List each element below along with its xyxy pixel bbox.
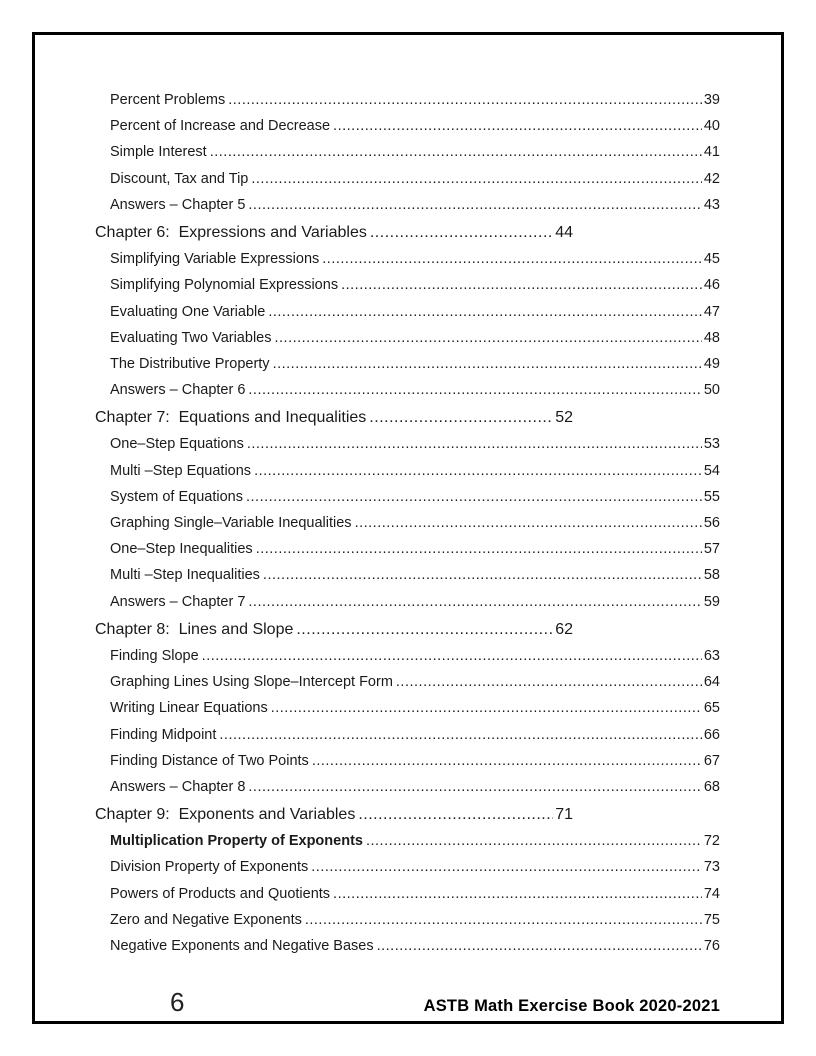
- toc-entry-page-number: 59: [703, 593, 720, 610]
- toc-entry-page-number: 54: [703, 462, 720, 479]
- toc-entry: [95, 431, 720, 457]
- toc-entry-page-number: 43: [703, 196, 720, 213]
- page-number: 6: [170, 987, 185, 1017]
- toc-entry-label: Chapter 7: Equations and Inequalities: [95, 409, 367, 427]
- toc-entry: [95, 220, 573, 246]
- toc-entry-label: Powers of Products and Quotients: [110, 885, 331, 902]
- toc-entry-label: Multiplication Property of Exponents: [110, 833, 363, 850]
- toc-entry: [95, 458, 720, 484]
- toc-entry-page-number: 64: [703, 674, 720, 691]
- toc-entry-label: One–Step Inequalities: [110, 541, 253, 558]
- toc-entry-page-number: 41: [703, 144, 720, 161]
- toc-entry-label: Negative Exponents and Negative Bases: [110, 938, 374, 954]
- toc-entry-page-number: 49: [703, 355, 720, 372]
- toc-leader-dots: [248, 774, 701, 800]
- toc-entry: [95, 139, 720, 165]
- toc-entry-label: System of Equations: [110, 488, 243, 505]
- toc-entry: [95, 695, 720, 721]
- toc-entry: [95, 510, 720, 536]
- toc-entry-page-number: 46: [703, 277, 720, 294]
- toc-entry-label: Percent Problems: [110, 92, 226, 108]
- book-title: ASTB Math Exercise Book 2020-2021: [423, 997, 720, 1015]
- toc-entry-page-number: 47: [703, 303, 720, 320]
- toc-leader-dots: [333, 113, 702, 139]
- toc-entry-label: Chapter 9: Exponents and Variables: [95, 806, 356, 824]
- toc-leader-dots: [248, 192, 701, 218]
- toc-entry: [95, 854, 720, 880]
- toc-leader-dots: [251, 166, 701, 192]
- toc-leader-dots: [254, 458, 702, 484]
- toc-entry: [95, 907, 720, 933]
- toc-entry-label: Answers – Chapter 7: [110, 593, 246, 610]
- page-footer: [95, 987, 720, 1018]
- toc-leader-dots: [228, 87, 702, 113]
- toc-entry: [95, 617, 573, 643]
- toc-leader-dots: [312, 748, 702, 774]
- toc-leader-dots: [273, 351, 702, 377]
- toc-entry: [95, 748, 720, 774]
- toc-entry-page-number: 68: [703, 778, 720, 795]
- toc-entry-page-number: 48: [703, 329, 720, 346]
- toc-entry-label: Chapter 8: Lines and Slope: [95, 620, 294, 638]
- toc-leader-dots: [366, 828, 702, 854]
- toc-entry-page-number: 42: [703, 170, 720, 187]
- toc-entry-label: Writing Linear Equations: [110, 700, 268, 717]
- toc-entry-page-number: 71: [555, 806, 573, 824]
- toc-entry-page-number: 66: [703, 726, 720, 743]
- toc-entry: [95, 377, 720, 403]
- toc-entry: [95, 536, 720, 562]
- toc-leader-dots: [377, 933, 702, 959]
- toc-entry-page-number: 67: [703, 752, 720, 769]
- toc-leader-dots: [296, 617, 553, 643]
- toc-entry-label: Graphing Single–Variable Inequalities: [110, 515, 352, 531]
- toc-entry-label: Discount, Tax and Tip: [110, 170, 249, 187]
- toc-leader-dots: [268, 299, 702, 325]
- toc-leader-dots: [358, 802, 553, 828]
- toc-entry: [95, 113, 720, 139]
- toc-leader-dots: [333, 881, 702, 907]
- toc-entry-page-number: 56: [703, 515, 720, 531]
- toc-entry: [95, 589, 720, 615]
- toc-entry: [95, 87, 720, 113]
- toc-leader-dots: [274, 325, 701, 351]
- toc-leader-dots: [263, 562, 702, 588]
- toc-leader-dots: [219, 722, 701, 748]
- document-page: [32, 32, 784, 1024]
- toc-entry-label: Finding Slope: [110, 647, 199, 664]
- toc-leader-dots: [355, 510, 702, 536]
- toc-leader-dots: [370, 220, 553, 246]
- toc-entry-label: Multi –Step Inequalities: [110, 567, 260, 584]
- toc-entry-label: Simplifying Polynomial Expressions: [110, 277, 339, 294]
- toc-leader-dots: [202, 643, 702, 669]
- toc-entry: [95, 881, 720, 907]
- toc-entry-label: Division Property of Exponents: [110, 859, 309, 876]
- toc-leader-dots: [322, 246, 702, 272]
- toc-entry-page-number: 63: [703, 647, 720, 664]
- toc-entry-label: Zero and Negative Exponents: [110, 911, 302, 928]
- toc-entry-label: Answers – Chapter 8: [110, 778, 246, 795]
- toc-entry-page-number: 53: [703, 436, 720, 453]
- toc-entry-page-number: 73: [703, 859, 720, 876]
- toc-leader-dots: [210, 139, 702, 165]
- toc-entry: [95, 802, 573, 828]
- toc-entry-label: One–Step Equations: [110, 436, 244, 453]
- toc-entry-page-number: 72: [703, 833, 720, 850]
- toc-leader-dots: [248, 377, 701, 403]
- toc-entry-page-number: 62: [555, 620, 573, 638]
- toc-entry: [95, 722, 720, 748]
- toc-leader-dots: [396, 669, 702, 695]
- toc-entry-page-number: 76: [703, 938, 720, 954]
- toc-entry-page-number: 65: [703, 700, 720, 717]
- toc-entry-page-number: 50: [703, 382, 720, 399]
- toc-leader-dots: [369, 405, 553, 431]
- toc-entry-label: Simplifying Variable Expressions: [110, 251, 320, 268]
- toc-entry-page-number: 58: [703, 567, 720, 584]
- toc-entry-label: Evaluating Two Variables: [110, 329, 272, 346]
- toc-entry: [95, 669, 720, 695]
- toc-entry-page-number: 57: [703, 541, 720, 558]
- toc-entry: [95, 246, 720, 272]
- toc-entry: [95, 484, 720, 510]
- toc-entry-page-number: 75: [703, 911, 720, 928]
- toc-entry-page-number: 74: [703, 885, 720, 902]
- toc-leader-dots: [256, 536, 702, 562]
- toc-entry-page-number: 55: [703, 488, 720, 505]
- toc-entry-label: Multi –Step Equations: [110, 462, 252, 479]
- toc-entry: [95, 562, 720, 588]
- toc-entry-label: Chapter 6: Expressions and Variables: [95, 223, 367, 241]
- toc-entry: [95, 192, 720, 218]
- toc-entry-label: Simple Interest: [110, 144, 207, 161]
- toc-leader-dots: [311, 854, 702, 880]
- toc-entry: [95, 643, 720, 669]
- toc-leader-dots: [271, 695, 702, 721]
- toc-leader-dots: [248, 589, 701, 615]
- toc-entry-page-number: 45: [703, 251, 720, 268]
- toc-entry: [95, 272, 720, 298]
- toc-entry-label: Graphing Lines Using Slope–Intercept Form: [110, 674, 393, 691]
- toc-entry: [95, 325, 720, 351]
- toc-leader-dots: [341, 272, 702, 298]
- toc-entry: [95, 828, 720, 854]
- toc-entry-label: Answers – Chapter 5: [110, 196, 246, 213]
- toc-entry-label: Finding Distance of Two Points: [110, 752, 309, 769]
- toc-entry-page-number: 52: [555, 409, 573, 427]
- toc-entry-label: Finding Midpoint: [110, 726, 217, 743]
- toc-entry: [95, 166, 720, 192]
- toc-entry-label: Percent of Increase and Decrease: [110, 118, 331, 135]
- toc-entry-page-number: 40: [703, 118, 720, 135]
- toc-entry: [95, 299, 720, 325]
- toc-entry-label: The Distributive Property: [110, 355, 270, 372]
- toc-leader-dots: [305, 907, 702, 933]
- toc-entry-page-number: 39: [703, 92, 720, 108]
- toc-entry-page-number: 44: [555, 223, 573, 241]
- toc-entry: [95, 351, 720, 377]
- toc-entry-label: Evaluating One Variable: [110, 303, 266, 320]
- toc-entry-label: Answers – Chapter 6: [110, 382, 246, 399]
- toc-leader-dots: [247, 431, 702, 457]
- toc-entry: [95, 933, 720, 959]
- toc-entry: [95, 405, 573, 431]
- toc-entry: [95, 774, 720, 800]
- table-of-contents: [95, 87, 720, 959]
- toc-leader-dots: [246, 484, 702, 510]
